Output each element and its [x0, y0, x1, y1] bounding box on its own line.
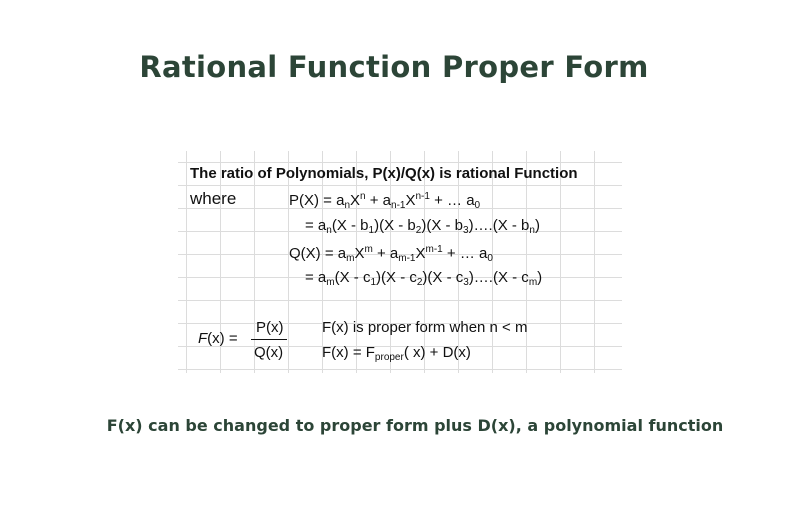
slide-title: Rational Function Proper Form — [139, 50, 649, 84]
fraction-denominator: Q(x) — [254, 344, 284, 361]
fraction-numerator: P(x) — [256, 319, 284, 336]
q-factored-form: = $a_m(X - c_1)(X - c_2)(X$ - $c_3)\dots.(X - c_m)$ — [305, 269, 543, 288]
proper-form-condition: F(x) is proper form when n < m — [322, 319, 528, 336]
f-of-x-label: F(x) = — [198, 330, 238, 347]
p-factored-form: = $a_n(X - b_1)(X - b_2)(X$ - $b_3)\dots.(X - b_n)$ — [305, 217, 540, 236]
spreadsheet-area — [178, 151, 622, 373]
where-label: where — [190, 189, 237, 208]
p-polynomial-equation: $P(X) = a_nX^n + a_{n-1}X^{n-1}$ + … $a_0$ — [289, 191, 481, 211]
definition-line: The ratio of Polynomials, P(x)/Q(x) is rational Function — [190, 165, 578, 182]
fraction-bar — [251, 339, 287, 340]
proper-form-decomposition: $F(x) = F_{proper}$( x) + D(x) — [322, 344, 471, 363]
summary-caption: F(x) can be changed to proper form plus D(x), a polynomial function — [106, 416, 724, 435]
q-polynomial-equation: $Q(X) = a_mX^m + a_{m-1}X^{m-1}$ + … $a_0$ — [289, 244, 493, 264]
